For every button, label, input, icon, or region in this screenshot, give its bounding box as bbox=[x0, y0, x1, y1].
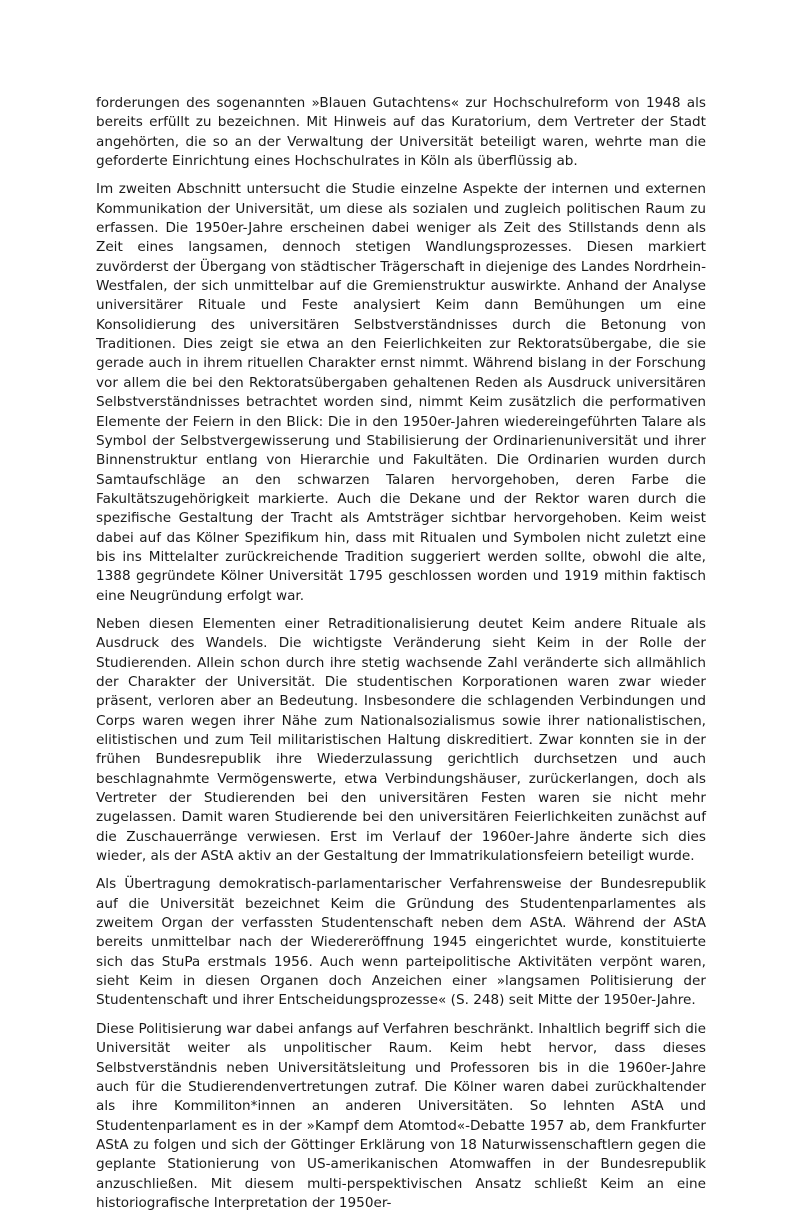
paragraph-3: Neben diesen Elementen einer Retraditionalisierung deutet Keim andere Rituale als Ausdruck des Wandels. Die wichtigste Veränderung sieht Keim in der Rolle der Studierenden. Allein schon durch ihre stetig wachsende Zahl veränderte sich allmählich der Charakter der Universität. Die studentischen Korporationen waren zwar wieder präsent, verloren aber an Bedeutung. Insbesondere die schlagenden Verbindungen und Corps waren wegen ihrer Nähe zum Nationalsozialismus sowie ihrer nationalistischen, elitistischen und zum Teil militaristischen Haltung diskreditiert. Zwar konnten sie in der frühen Bundesrepublik ihre Wiederzulassung gerichtlich durchsetzen und auch beschlagnahmte Vermögenswerte, etwa Verbindungshäuser, zurückerlangen, doch als Vertreter der Studierenden bei den universitären Festen waren sie nicht mehr zugelassen. Damit waren Studierende bei den universitären Feierlichkeiten zunächst auf die Zuschauerränge verwiesen. Erst im Verlauf der 1960er-Jahre änderte sich dies wieder, als der AStA aktiv an der Gestaltung der Immatrikulationsfeiern beteiligt wurde. bbox=[96, 615, 706, 865]
document-page bbox=[96, 94, 706, 1213]
paragraph-4: Als Übertragung demokratisch-parlamentarischer Verfahrensweise der Bundesrepublik auf die Universität bezeichnet Keim die Gründung des Studentenparlamentes als zweitem Organ der verfassten Studentenschaft neben dem AStA. Während der AStA bereits unmittelbar nach der Wiedereröffnung 1945 eingerichtet wurde, konstituierte sich das StuPa erstmals 1956. Auch wenn parteipolitische Aktivitäten verpönt waren, sieht Keim in diesen Organen doch Anzeichen einer »langsamen Politisierung der Studentenschaft und ihrer Entscheidungsprozesse« (S. 248) seit Mitte der 1950er-Jahre. bbox=[96, 876, 706, 1009]
paragraph-5: Diese Politisierung war dabei anfangs auf Verfahren beschränkt. Inhaltlich begriff sich die Universität weiter als unpolitischer Raum. Keim hebt hervor, dass dieses Selbstverständnis neben Universitätsleitung und Professoren bis in die 1960er-Jahre auch für die Studierendenvertretungen zutraf. Die Kölner waren dabei zurückhaltender als ihre Kommiliton*innen an anderen Universitäten. So lehnten AStA und Studentenparlament es in der »Kampf dem Atomtod«-Debatte 1957 ab, dem Frankfurter AStA zu folgen und sich der Göttinger Erklärung von 18 Naturwissenschaftlern gegen die geplante Stationierung von US-amerikanischen Atomwaffen in der Bundesrepublik anzuschließen. Mit diesem multi-perspektivischen Ansatz schließt Keim an eine historiografische Interpretation der 1950er- bbox=[96, 1020, 706, 1211]
paragraph-1: forderungen des sogenannten »Blauen Gutachtens« zur Hochschulreform von 1948 als bereits erfüllt zu bezeichnen. Mit Hinweis auf das Kuratorium, dem Vertreter der Stadt angehörten, die so an der Verwaltung der Universität beteiligt waren, wehrte man die geforderte Einrichtung eines Hochschulrates in Köln als überflüssig ab. bbox=[96, 95, 706, 170]
paragraph-2: Im zweiten Abschnitt untersucht die Studie einzelne Aspekte der internen und externen Kommunikation der Universität, um diese als sozialen und zugleich politischen Raum zu erfassen. Die 1950er-Jahre erscheinen dabei weniger als Zeit des Stillstands denn als Zeit eines langsamen, dennoch stetigen Wandlungsprozesses. Diesen markiert zuvörderst der Übergang von städtischer Trägerschaft in diejenige des Landes Nordrhein-Westfalen, der sich unmittelbar auf die Gremienstruktur auswirkte. Anhand der Analyse universitärer Rituale und Feste analysiert Keim dann Bemühungen um eine Konsolidierung des universitären Selbstverständnisses durch die Betonung von Traditionen. Dies zeigt sie etwa an den Feierlichkeiten zur Rektoratsübergabe, die sie gerade auch in ihrem rituellen Charakter ernst nimmt. Während bislang in der Forschung vor allem die bei den Rektoratsübergaben gehaltenen Reden als Ausdruck universitären Selbstverständnisses betrachtet worden sind, nimmt Keim zusätzlich die performativen Elemente der Feiern in den Blick: Die in den 1950er-Jahren wiedereingeführten Talare als Symbol der Selbstvergewisserung und Stabilisierung der Ordinarienuniversität und ihrer Binnenstruktur entlang von Hierarchie und Fakultäten. Die Ordinarien wurden durch Samtaufschläge an den schwarzen Talaren hervorgehoben, deren Farbe die Fakultätszugehörigkeit markierte. Auch die Dekane und der Rektor waren durch die spezifische Gestaltung der Tracht als Amtsträger sichtbar hervorgehoben. Keim weist dabei auf das Kölner Spezifikum hin, dass mit Ritualen und Symbolen nicht zuletzt eine bis ins Mittelalter zurückreichende Tradition suggeriert werden sollte, obwohl die alte, 1388 gegründete Kölner Universität 1795 geschlossen worden und 1919 mithin faktisch eine Neugründung erfolgt war. bbox=[96, 181, 706, 604]
